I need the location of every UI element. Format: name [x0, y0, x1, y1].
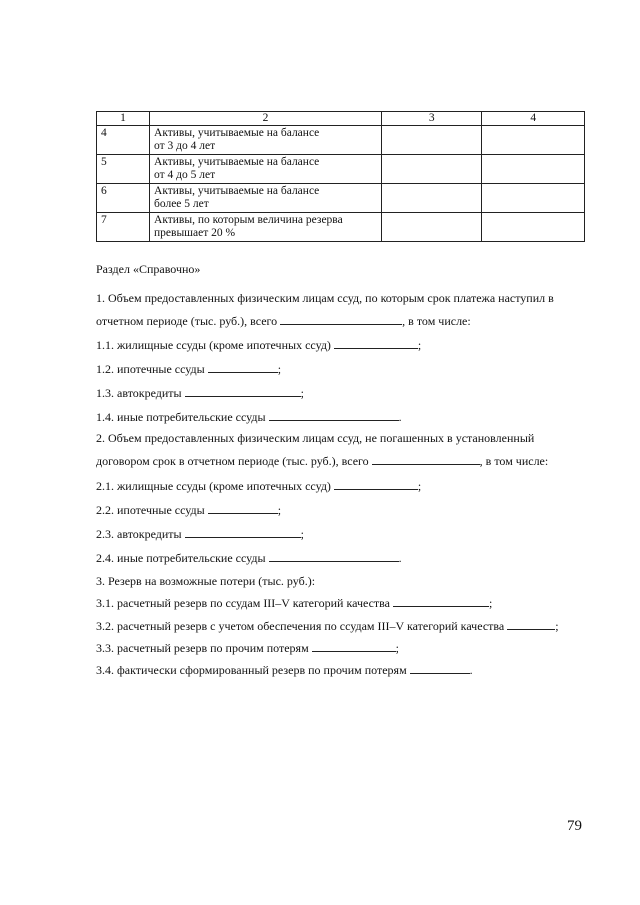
- header-cell-1: 1: [97, 112, 150, 126]
- item-2-3-end: ;: [300, 527, 304, 541]
- item-1-1-blank[interactable]: [334, 338, 418, 349]
- item-3-4: [96, 663, 473, 677]
- item-1-1: [96, 338, 421, 352]
- item-1-1-end: ;: [417, 338, 422, 352]
- item-1-2-label: 1.2. ипотечные ссуды: [96, 362, 205, 376]
- header-cell-4: 4: [482, 112, 585, 126]
- row-value-3: [381, 126, 482, 155]
- item-2-label: договором срок в отчетном периоде (тыс. руб.), всего: [96, 454, 369, 468]
- item-2-1-end: ;: [417, 479, 422, 493]
- item-3-4-label: 3.4. фактически сформированный резерв по прочим потерям: [96, 663, 407, 677]
- item-1-4: [96, 410, 402, 424]
- item-2-2-end: ;: [277, 503, 282, 517]
- item-3-2-blank[interactable]: [507, 619, 555, 630]
- item-3-1-end: ;: [489, 596, 493, 610]
- row-description-line: Активы, по которым величина резерва: [154, 214, 343, 226]
- table-row: [97, 184, 585, 213]
- item-3-2-end: ;: [555, 619, 559, 633]
- item-2-total-blank[interactable]: [372, 454, 480, 465]
- item-2-line-2: [96, 454, 548, 468]
- item-3-4-blank[interactable]: [410, 663, 470, 674]
- row-value-3: [381, 184, 482, 213]
- item-3-3-blank[interactable]: [312, 641, 396, 652]
- item-1-4-label: 1.4. иные потребительские ссуды: [96, 410, 266, 424]
- item-3-2: [96, 619, 559, 633]
- item-2-3: [96, 527, 304, 541]
- item-1-2-blank[interactable]: [208, 362, 278, 373]
- item-2-2-label: 2.2. ипотечные ссуды: [96, 503, 205, 517]
- item-3-2-label: 3.2. расчетный резерв с учетом обеспечения по ссудам III–V категорий качества: [96, 619, 505, 633]
- item-2-2: [96, 503, 281, 517]
- item-2-4: [96, 551, 402, 565]
- row-value-4: [482, 213, 585, 242]
- row-description-line: от 3 до 4 лет: [154, 140, 216, 152]
- item-2-1: [96, 479, 421, 493]
- item-1-total-blank[interactable]: [280, 314, 402, 325]
- table-row: [97, 155, 585, 184]
- item-3-1-label: 3.1. расчетный резерв по ссудам III–V категорий качества: [96, 596, 391, 610]
- row-value-4: [482, 126, 585, 155]
- assets-table: [96, 111, 585, 242]
- row-description-line: Активы, учитываемые на балансе: [154, 127, 320, 139]
- row-number: 7: [97, 213, 150, 242]
- row-number: 6: [97, 184, 150, 213]
- item-3-3-end: ;: [395, 641, 400, 655]
- item-3-3: [96, 641, 399, 655]
- item-1-3-end: ;: [300, 386, 304, 400]
- item-2-3-blank[interactable]: [185, 527, 301, 538]
- item-1-label: отчетном периоде (тыс. руб.), всего: [96, 314, 278, 328]
- item-2-1-label: 2.1. жилищные ссуды (кроме ипотечных ссуд): [96, 479, 331, 493]
- row-description: [150, 126, 382, 155]
- item-1-4-blank[interactable]: [269, 410, 399, 421]
- item-2-4-blank[interactable]: [269, 551, 399, 562]
- section-title: Раздел «Справочно»: [96, 262, 201, 276]
- row-number: 5: [97, 155, 150, 184]
- item-1-2-end: ;: [277, 362, 282, 376]
- item-1-4-end: .: [398, 410, 402, 424]
- item-1-2: [96, 362, 281, 376]
- item-1-3: [96, 386, 304, 400]
- row-description: [150, 184, 382, 213]
- item-3-1: [96, 596, 492, 610]
- row-description-line: более 5 лет: [154, 198, 209, 210]
- item-3: 3. Резерв на возможные потери (тыс. руб.):: [96, 574, 316, 588]
- item-1-line-1: 1. Объем предоставленных физическим лицам ссуд, по которым срок платежа наступил в: [96, 291, 554, 305]
- row-value-4: [482, 184, 585, 213]
- item-2-line-1: 2. Объем предоставленных физическим лицам ссуд, не погашенных в установленный: [96, 431, 535, 445]
- table-header-row: [97, 112, 585, 126]
- page-number: 79: [567, 818, 582, 834]
- item-1-3-blank[interactable]: [185, 386, 301, 397]
- item-3-1-blank[interactable]: [393, 596, 489, 607]
- item-1-1-label: 1.1. жилищные ссуды (кроме ипотечных ссуд): [96, 338, 331, 352]
- row-description-line: от 4 до 5 лет: [154, 169, 216, 181]
- item-1-line-2: [96, 314, 471, 328]
- item-2-4-label: 2.4. иные потребительские ссуды: [96, 551, 266, 565]
- row-value-3: [381, 213, 482, 242]
- table-row: [97, 126, 585, 155]
- item-2-4-end: .: [398, 551, 402, 565]
- row-description-line: Активы, учитываемые на балансе: [154, 156, 320, 168]
- table-row: [97, 213, 585, 242]
- row-value-4: [482, 155, 585, 184]
- header-cell-2: 2: [150, 112, 382, 126]
- row-description-line: превышает 20 %: [154, 227, 236, 239]
- item-3-4-end: .: [469, 663, 473, 677]
- item-2-suffix: , в том числе:: [479, 454, 549, 468]
- item-2-1-blank[interactable]: [334, 479, 418, 490]
- item-2-3-label: 2.3. автокредиты: [96, 527, 182, 541]
- item-1-suffix: , в том числе:: [402, 314, 471, 328]
- header-cell-3: 3: [381, 112, 482, 126]
- item-3-3-label: 3.3. расчетный резерв по прочим потерям: [96, 641, 309, 655]
- row-description: [150, 155, 382, 184]
- item-1-3-label: 1.3. автокредиты: [96, 386, 182, 400]
- row-number: 4: [97, 126, 150, 155]
- item-2-2-blank[interactable]: [208, 503, 278, 514]
- row-description-line: Активы, учитываемые на балансе: [154, 185, 320, 197]
- row-description: [150, 213, 382, 242]
- row-value-3: [381, 155, 482, 184]
